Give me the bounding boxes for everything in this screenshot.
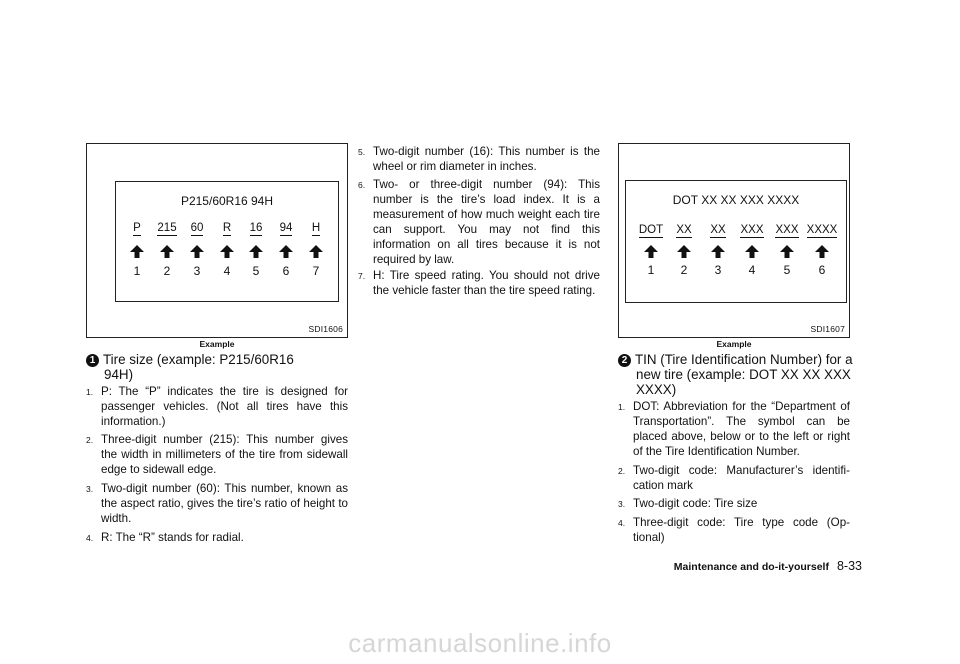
tin-part-label: XXX	[740, 224, 764, 236]
part-number: 3	[193, 264, 201, 278]
arrow-up-icon	[159, 244, 175, 260]
tire-size-diagram-frame	[115, 181, 339, 302]
arrow-up-icon	[219, 244, 235, 260]
page-number: 8-33	[836, 559, 862, 573]
list-item: 7. H: Tire speed rating. You should not drive the vehicle faster than the tire speed rating.	[358, 269, 600, 297]
watermark: carmanualsonline.info	[348, 628, 612, 658]
list-item: 6. Two- or three-digit number (94): This number is the tire’s load index. It is a measurement of how much weight each tire can support. You may not find this information on all tires because it is not required by law.	[358, 178, 600, 266]
part-number: 2	[163, 264, 171, 278]
figure-code: SDI1607	[810, 324, 845, 334]
tire-part-label: 215	[157, 222, 177, 234]
figure-code: SDI1606	[308, 324, 343, 334]
tin-figure	[618, 143, 850, 338]
tire-size-figure	[86, 143, 348, 338]
arrow-up-icon	[189, 244, 205, 260]
part-number: 7	[312, 264, 320, 278]
list-item: 4. Three-digit code: Tire type code (Op- tional)	[618, 516, 850, 544]
arrow-up-icon	[710, 244, 726, 260]
figure-caption: Example	[716, 339, 752, 349]
list-item: 3. Two-digit number (60): This number, known as the aspect ratio, gives the tire’s ratio of height to width.	[86, 482, 348, 525]
arrow-up-icon	[744, 244, 760, 260]
arrow-up-icon	[676, 244, 692, 260]
arrow-up-icon	[278, 244, 294, 260]
part-number: 1	[133, 264, 141, 278]
arrow-up-icon	[779, 244, 795, 260]
list-item: 1. P: The “P” indicates the tire is designed for passenger vehicles. (Not all tires have this information.)	[86, 385, 348, 428]
arrow-up-icon	[308, 244, 324, 260]
part-number: 5	[783, 263, 791, 277]
tin-part-label: XX	[676, 224, 692, 236]
list-item: 5. Two-digit number (16): This number is the wheel or rim diameter in inches.	[358, 145, 600, 173]
tin-part-label: XXX	[775, 224, 799, 236]
part-number: 5	[252, 264, 260, 278]
tire-size-heading: 1 Tire size (example: P215/60R16 94H)	[86, 352, 348, 382]
part-number: 4	[223, 264, 231, 278]
list-item: 2. Two-digit code: Manufacturer’s identifi- cation mark	[618, 464, 850, 492]
tire-part-label: P	[133, 222, 141, 234]
tire-part-label: R	[222, 222, 232, 234]
arrow-up-icon	[814, 244, 830, 260]
arrow-up-icon	[129, 244, 145, 260]
figure-caption: Example	[199, 339, 235, 349]
tire-part-label: 94	[279, 222, 293, 234]
circled-number-2: 2	[618, 354, 631, 367]
page-footer	[620, 557, 862, 575]
tin-heading: 2 TIN (Tire Identification Number) for a new tire (example: DOT XX XX XXX XXXX)	[618, 352, 858, 397]
list-item: 3. Two-digit code: Tire size	[618, 497, 758, 510]
tin-diagram-frame	[625, 180, 847, 303]
arrow-up-icon	[643, 244, 659, 260]
tin-part-label: DOT	[638, 224, 664, 236]
tire-part-label: H	[311, 222, 321, 234]
circled-number-1: 1	[86, 354, 99, 367]
part-number: 3	[714, 263, 722, 277]
tin-part-label: XX	[710, 224, 726, 236]
tin-example-code: DOT XX XX XXX XXXX	[672, 193, 800, 207]
tin-part-label: XXXX	[806, 224, 838, 236]
part-number: 6	[818, 263, 826, 277]
part-number: 2	[680, 263, 688, 277]
list-item: 2. Three-digit number (215): This number gives the width in millimeters of the tire from sidewall edge to sidewall edge.	[86, 433, 348, 476]
tire-part-label: 16	[249, 222, 263, 234]
part-number: 1	[647, 263, 655, 277]
list-item: 4. R: The “R” stands for radial.	[86, 531, 244, 544]
section-title: Maintenance and do-it-yourself	[673, 561, 829, 573]
tire-part-label: 60	[190, 222, 204, 234]
part-number: 4	[748, 263, 756, 277]
arrow-up-icon	[248, 244, 264, 260]
tire-size-example-code: P215/60R16 94H	[180, 194, 274, 208]
list-item: 1. DOT: Abbreviation for the “Department of Transportation”. The symbol can be placed above, below or to the left or right of the Tire Identification Number.	[618, 400, 850, 458]
part-number: 6	[282, 264, 290, 278]
